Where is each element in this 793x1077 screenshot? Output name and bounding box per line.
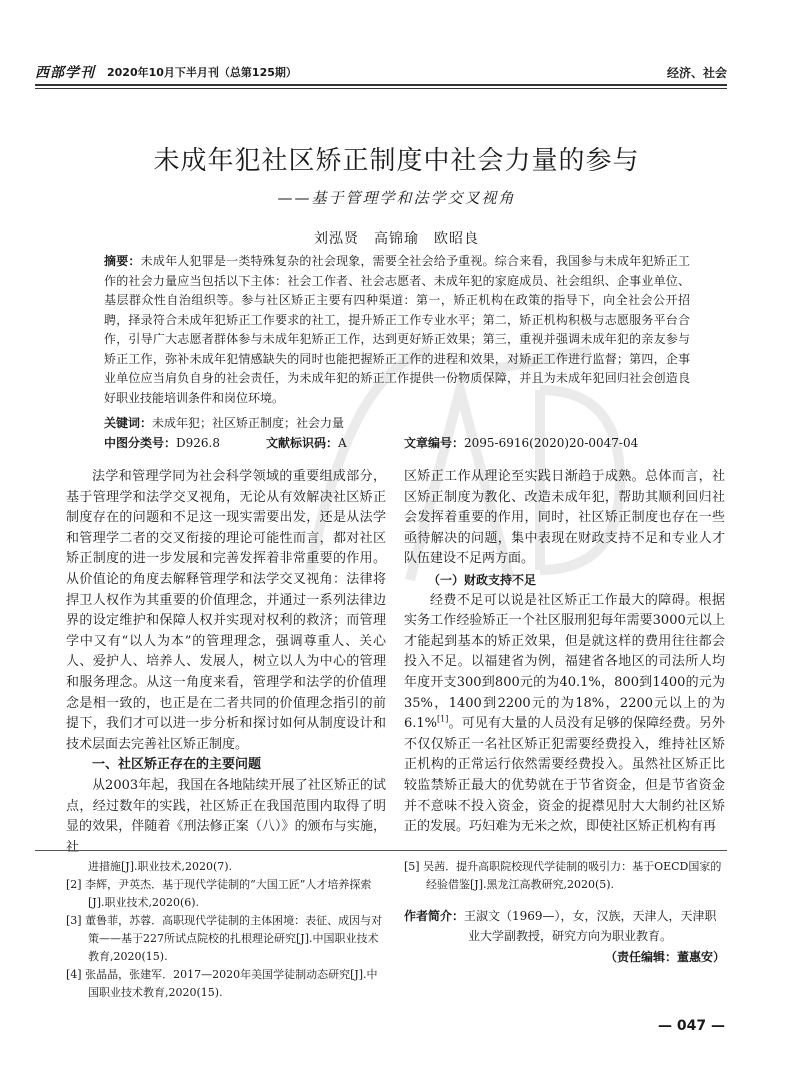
article-no-item <box>404 434 638 451</box>
clc-item <box>104 434 220 451</box>
abstract-text: 未成年人犯罪是一类特殊复杂的社会现象，需要全社会给予重视。综合来看，我国参与未成年犯矫正工作的社会力量应当包括以下主体：社会工作者、社会志愿者、未成年犯的家庭成员、社会组织、企事业单位、基层群众性自治组织等。参与社区矫正主要有四种渠道：第一，矫正机构在政策的指导下，向全社会公开招聘，择录符合未成年犯矫正工作要求的社工，提升矫正工作专业水平；第二，矫正机构积极与志愿服务平台合作，引导广大志愿者群体参与未成年犯矫正工作，达到更好矫正效果；第三，重视并强调未成年犯的亲友参与矫正工作，弥补未成年犯情感缺失的同时也能把握矫正工作的进程和效果，对矫正工作进行监督；第四，企事业单位应当肩负自身的社会责任，为未成年犯的矫正工作提供一份物质保障，并且为未成年犯回归社会创造良好职业技能培训条件和岗位环境。 <box>104 254 690 405</box>
reference-item: [3] 董鲁菲，苏蓉．高职现代学徒制的主体困境：表征、成因与对策——基于227所试点院校的扎根理论研究[J].中国职业技术教育,2020(15). <box>66 914 383 963</box>
clc-value: D926.8 <box>176 436 220 450</box>
subsection-heading: （一）财政支持不足 <box>428 572 537 587</box>
keywords <box>104 414 690 431</box>
doc-code-item <box>266 434 347 451</box>
reference-item: 进措施[J].职业技术,2020(7). <box>88 860 233 873</box>
abstract <box>104 252 690 408</box>
journal-logo: 西部学刊 <box>35 65 95 81</box>
reference-item: [4] 张晶晶，张建军．2017—2020年美国学徒制动态研究[J].中国职业技术教育,2020(15). <box>66 968 378 999</box>
classification-line <box>104 434 754 452</box>
paragraph-text: 经费不足可以说是社区矫正工作最大的障碍。根据实务工作经验矫正一个社区服刑犯每年需要3000元以上才能起到基本的矫正效果，但是就这样的费用往往都会投入不足。以福建省为例，福建省各地区的司法所人均年度开支300到800元的为40.1%，800到1400的元为35%，1400到2200元的为18%，2200元以上的为6.1% <box>404 592 725 732</box>
paper-title: 未成年犯社区矫正制度中社会力量的参与 <box>153 146 640 176</box>
doc-code-label: 文献标识码： <box>266 436 339 450</box>
clc-label: 中图分类号： <box>104 436 177 450</box>
header-rule-thin <box>35 88 727 89</box>
journal-header <box>35 62 727 82</box>
page-number: — 047 — <box>658 1018 725 1034</box>
section-heading: 一、社区矫正存在的主要问题 <box>92 757 262 773</box>
body-column-right <box>404 467 725 838</box>
keywords-label: 关键词： <box>104 416 153 430</box>
doc-code-value: A <box>338 436 347 450</box>
references-rule <box>35 850 727 851</box>
journal-issue: 2020年10月下半月刊（总第125期） <box>107 66 297 79</box>
reference-item: [5] 吴茜．提升高职院校现代学徒制的吸引力：基于OECD国家的经验借鉴[J].黑龙江高教研究,2020(5). <box>404 860 722 891</box>
responsible-editor: （责任编辑：董惠安） <box>604 950 725 964</box>
article-no-value: 2095-6916(2020)20-0047-04 <box>464 436 639 450</box>
body-column-left <box>66 467 386 858</box>
paper-authors: 刘泓贤 高锦瑜 欧昭良 <box>314 231 479 247</box>
paragraph-text: 。可见有大量的人员没有足够的保障经费。另外不仅仅矫正一名社区矫正犯需要经费投入，维持社区矫正机构的正常运行依然需要经费投入。虽然社区矫正比较监禁矫正最大的优势就在于节省资金，但是节省资金并不意味不投入资金，资金的捉襟见肘大大制约社区矫正的发展。巧妇难为无米之炊，即使社区矫正机构有再 <box>404 716 725 835</box>
author-bio-label: 作者简介： <box>404 909 465 923</box>
author-bio <box>404 906 725 946</box>
author-bio-text: 王淑文（1969—），女，汉族，天津人，天津职业大学副教授，研究方向为职业教育。 <box>464 909 717 943</box>
body-paragraph: 从2003年起，我国在各地陆续开展了社区矫正的试点，经过数年的实践，社区矫正在我国范围内取得了明显的效果，伴随着《刑法修正案（八）》的颁布与实施，社 <box>66 777 386 855</box>
paper-subtitle: ——基于管理学和法学交叉视角 <box>277 189 516 207</box>
body-paragraph: 区矫正工作从理论至实践日渐趋于成熟。总体而言，社区矫正制度为教化、改造未成年犯，帮助其顺利回归社会发挥着重要的作用，同时，社区矫正制度也存在一些亟待解决的问题，集中表现在财政支持不足和专业人才队伍建设不足两方面。 <box>404 469 725 567</box>
header-rule <box>35 84 727 86</box>
keywords-text: 未成年犯；社区矫正制度；社会力量 <box>152 416 345 430</box>
abstract-label: 摘要： <box>104 254 141 268</box>
article-no-label: 文章编号： <box>404 436 465 450</box>
citation-marker[interactable]: [1] <box>437 714 449 724</box>
body-paragraph: 法学和管理学同为社会科学领域的重要组成部分，基于管理学和法学交叉视角，无论从有效解决社区矫正制度存在的问题和不足这一现实需要出发，还是从法学和管理学二者的交叉衔接的理论可能性而言，都对社区矫正制度的进一步发展和完善发挥着非常重要的作用。从价值论的角度去解释管理学和法学交叉视角：法律将捍卫人权作为其重要的价值理念，并通过一系列法律边界的设定维护和保障人权并实现对权利的救济；而管理学中又有“以人为本”的管理理念，强调尊重人、关心人、爱护人、培养人、发展人，树立以人为中心的管理和服务理念。从这一角度来看，管理学和法学的价值理念是相一致的，也正是在二者共同的价值理念指引的前提下，我们才可以进一步分析和探讨如何从制度设计和技术层面去完善社区矫正制度。 <box>66 469 386 752</box>
journal-section: 经济、社会 <box>666 66 727 80</box>
body-paragraph <box>404 591 725 838</box>
references-left <box>66 858 386 1002</box>
reference-item: [2] 李辉，尹英杰．基于现代学徒制的“大国工匠”人才培养探索[J].职业技术,2020(6). <box>66 878 372 909</box>
references-right <box>404 858 725 966</box>
